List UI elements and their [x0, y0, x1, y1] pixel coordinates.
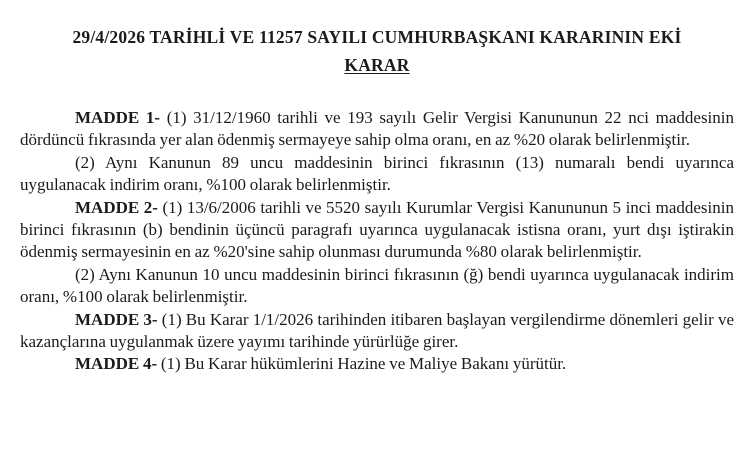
paragraph-text: (1) 31/12/1960 tarihli ve 193 sayılı Gelir Vergisi Kanununun 22 nci maddesinin dördüncü fıkrasında yer alan ödenmiş sermayeye sahip olma oranı, en az %20 olarak belirlenmiştir.	[20, 108, 735, 150]
paragraph-text: (1) 13/6/2006 tarihli ve 5520 sayılı Kurumlar Vergisi Kanununun 5 inci maddesinin birinci fıkrasının (b) bendinin üçüncü paragrafı uyarınca uygulanacak istisna oranı, yurt dışı iştirakin ödenmiş sermayesinin en az %20'sine sahip olunması durumunda %80 olarak belirlenmiştir.	[20, 197, 734, 262]
paragraph-madde2-1	[20, 197, 734, 264]
madde1-label: MADDE 1-	[75, 108, 161, 127]
madde3-label: MADDE 3-	[75, 309, 158, 329]
paragraph-text: (1) Bu Karar hükümlerini Hazine ve Maliye Bakanı yürütür.	[160, 354, 567, 374]
paragraph-madde3	[20, 309, 734, 354]
paragraph-madde1-2	[20, 152, 734, 197]
paragraph-madde1-1	[20, 107, 734, 152]
paragraph-text: (2) Aynı Kanunun 10 uncu maddesinin birinci fıkrasının (ğ) bendi uyarınca uygulanacak indirim oranı, %100 olarak belirlenmiştir.	[20, 264, 734, 307]
paragraph-madde2-2	[20, 264, 734, 309]
document-title-line1: 29/4/2026 TARİHLİ VE 11257 SAYILI CUMHURBAŞKANI KARARININ EKİ	[72, 27, 682, 47]
document-title-karar: KARAR	[344, 55, 410, 75]
madde4-label: MADDE 4-	[75, 354, 158, 374]
madde2-label: MADDE 2-	[75, 197, 158, 217]
paragraph-text: (1) Bu Karar 1/1/2026 tarihinden itibaren başlayan vergilendirme dönemleri gelir ve kazançlarına uygulanmak üzere yayımı tarihinde yürürlüğe girer.	[20, 309, 735, 352]
paragraph-madde4	[20, 353, 734, 375]
decree-body	[20, 107, 734, 376]
paragraph-text: (2) Aynı Kanunun 89 uncu maddesinin birinci fıkrasının (13) numaralı bendi uyarınca uygulanacak indirim oranı, %100 olarak belirlenmiştir.	[20, 152, 734, 195]
document-title	[20, 24, 734, 80]
